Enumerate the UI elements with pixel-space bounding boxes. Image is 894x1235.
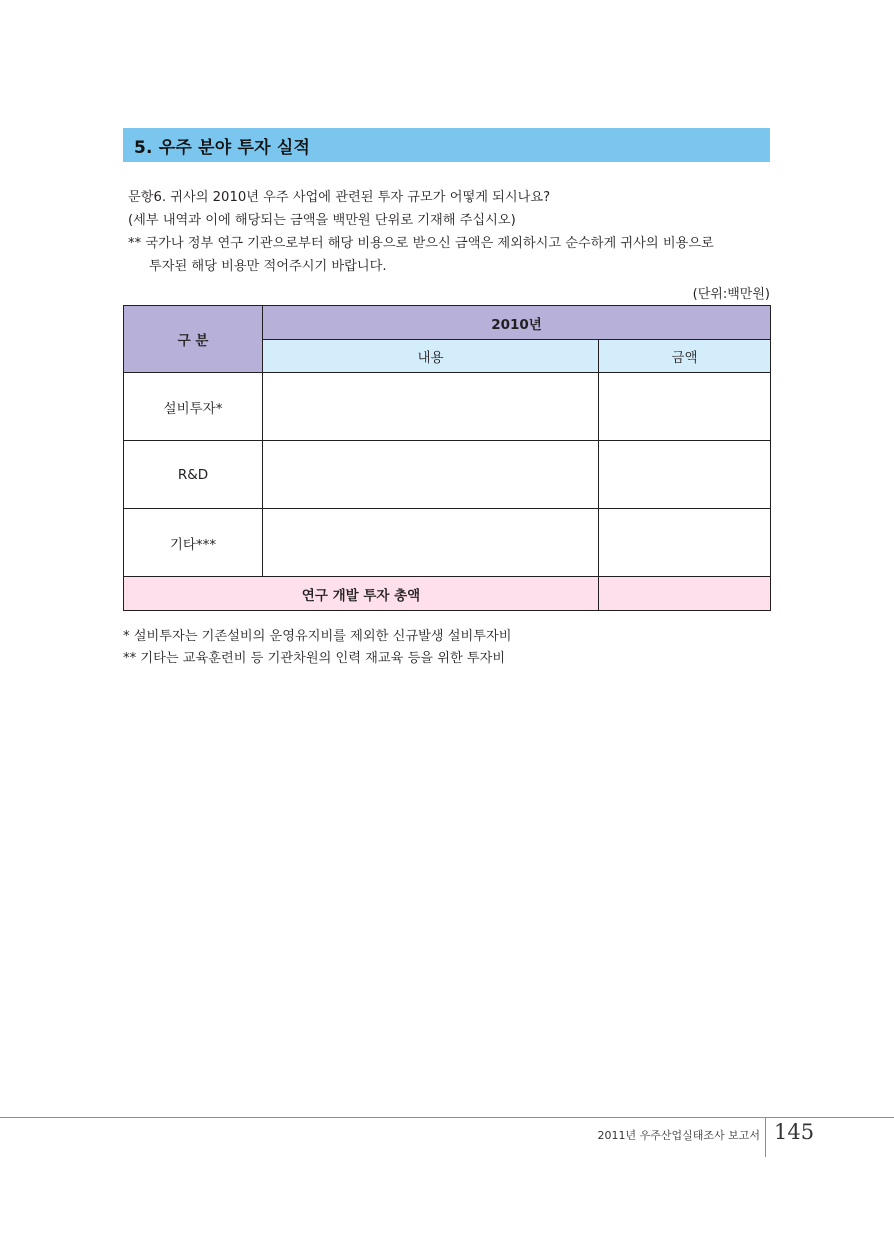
amount-cell-other[interactable] (599, 509, 771, 577)
row-label-rnd: R&D (124, 441, 263, 509)
footnotes (123, 626, 511, 670)
investment-table (123, 305, 771, 611)
header-content: 내용 (263, 340, 599, 373)
question-note: ** 국가나 정부 연구 기관으로부터 해당 비용으로 받으신 금액은 제외하시고 순수하게 귀사의 비용으로 (128, 236, 714, 251)
unit-label: (단위:백만원) (692, 287, 770, 302)
footnote-other: ** 기타는 교육훈련비 등 기관차원의 인력 재교육 등을 위한 투자비 (123, 651, 506, 666)
question-block (128, 186, 778, 278)
footer-report-title: 2011년 우주산업실태조사 보고서 (597, 1129, 760, 1142)
section-title: 5. 우주 분야 투자 실적 (134, 137, 311, 158)
header-amount: 금액 (599, 340, 771, 373)
amount-cell-facility[interactable] (599, 373, 771, 441)
table-row (124, 509, 771, 577)
question-text: 문항6. 귀사의 2010년 우주 사업에 관련된 투자 규모가 어떻게 되시나요? (128, 190, 551, 205)
page-number: 145 (774, 1120, 815, 1144)
header-year: 2010년 (263, 306, 771, 340)
content-cell-other[interactable] (263, 509, 599, 577)
content-cell-facility[interactable] (263, 373, 599, 441)
amount-cell-rnd[interactable] (599, 441, 771, 509)
total-amount-cell[interactable] (599, 577, 771, 611)
question-note-continued: 투자된 해당 비용만 적어주시기 바랍니다. (149, 259, 387, 274)
table-row (124, 441, 771, 509)
question-instruction: (세부 내역과 이에 해당되는 금액을 백만원 단위로 기재해 주십시오) (128, 213, 516, 228)
footer-rule (0, 1117, 894, 1118)
content-cell-rnd[interactable] (263, 441, 599, 509)
total-label: 연구 개발 투자 총액 (124, 577, 599, 611)
section-header-bar (123, 128, 770, 162)
footnote-facility: * 설비투자는 기존설비의 운영유지비를 제외한 신규발생 설비투자비 (123, 629, 512, 644)
table-row (124, 373, 771, 441)
row-label-facility: 설비투자* (124, 373, 263, 441)
row-label-other: 기타*** (124, 509, 263, 577)
header-category: 구 분 (124, 306, 263, 373)
total-row (124, 577, 771, 611)
footer-divider (765, 1117, 766, 1157)
